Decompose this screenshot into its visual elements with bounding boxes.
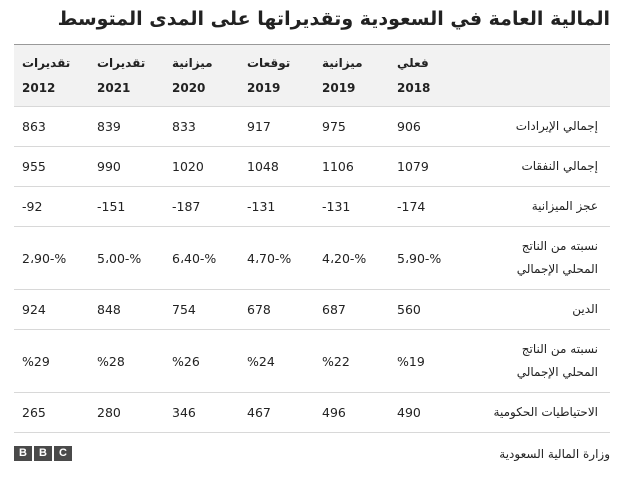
bbc-logo [14,446,72,461]
row-label: الدين [464,290,610,330]
column-header: ميزانية 2019 [314,45,389,107]
table-cell: -92 [14,187,89,227]
table-cell: 5،00-% [89,227,164,290]
row-label: عجز الميزانية [464,187,610,227]
table-row-revenue [14,107,610,147]
table-cell: 1020 [164,147,239,187]
table-cell: 4،20-% [314,227,389,290]
table-cell: 1048 [239,147,314,187]
table-cell: -187 [164,187,239,227]
table-cell: 496 [314,393,389,433]
logo-letter: B [14,446,32,461]
table-cell: 687 [314,290,389,330]
source-note: وزارة المالية السعودية [499,447,610,461]
table-row-debt [14,290,610,330]
table-cell: 917 [239,107,314,147]
table-cell: 4،70-% [239,227,314,290]
table-cell: 1079 [389,147,464,187]
table-cell: 863 [14,107,89,147]
column-header: تقديرات 2021 [89,45,164,107]
table-row-debt-gdp [14,330,610,393]
table-cell: 5،90-% [389,227,464,290]
table-cell: 906 [389,107,464,147]
table-cell: %19 [389,330,464,393]
column-header: ميزانية 2020 [164,45,239,107]
header-row [14,45,610,107]
table-cell: %22 [314,330,389,393]
logo-letter: C [54,446,72,461]
table-cell: %26 [164,330,239,393]
logo-letter: B [34,446,52,461]
table-cell: 839 [89,107,164,147]
row-label: إجمالي النفقات [464,147,610,187]
table-row-deficit [14,187,610,227]
table-cell: %29 [14,330,89,393]
row-label: الاحتياطيات الحكومية [464,393,610,433]
table-cell: 1106 [314,147,389,187]
column-header: توقعات 2019 [239,45,314,107]
table-cell: 848 [89,290,164,330]
row-label: إجمالي الإيرادات [464,107,610,147]
table-cell: 678 [239,290,314,330]
table-cell: 990 [89,147,164,187]
table-cell: %24 [239,330,314,393]
table-row-reserves [14,393,610,433]
table-cell: 265 [14,393,89,433]
table-cell: 924 [14,290,89,330]
table-cell: 975 [314,107,389,147]
table-cell: 560 [389,290,464,330]
table-row-expenditure [14,147,610,187]
table-cell: 467 [239,393,314,433]
header-corner [464,45,610,107]
table-cell: 2،90-% [14,227,89,290]
chart-title: المالية العامة في السعودية وتقديراتها على المدى المتوسط [57,8,610,30]
table-cell: -131 [239,187,314,227]
row-label: نسبته من الناتج المحلي الإجمالي [464,227,610,290]
table-cell: -174 [389,187,464,227]
table-cell: 833 [164,107,239,147]
table-cell: 490 [389,393,464,433]
table-cell: 754 [164,290,239,330]
table-row-deficit-gdp [14,227,610,290]
finance-table [14,45,610,433]
table-cell: 6،40-% [164,227,239,290]
table-cell: 280 [89,393,164,433]
table-cell: -131 [314,187,389,227]
table-cell: 346 [164,393,239,433]
column-header: تقديرات 2012 [14,45,89,107]
table-cell: 955 [14,147,89,187]
column-header: فعلي 2018 [389,45,464,107]
row-label: نسبته من الناتج المحلي الإجمالي [464,330,610,393]
table-cell: %28 [89,330,164,393]
table-cell: -151 [89,187,164,227]
